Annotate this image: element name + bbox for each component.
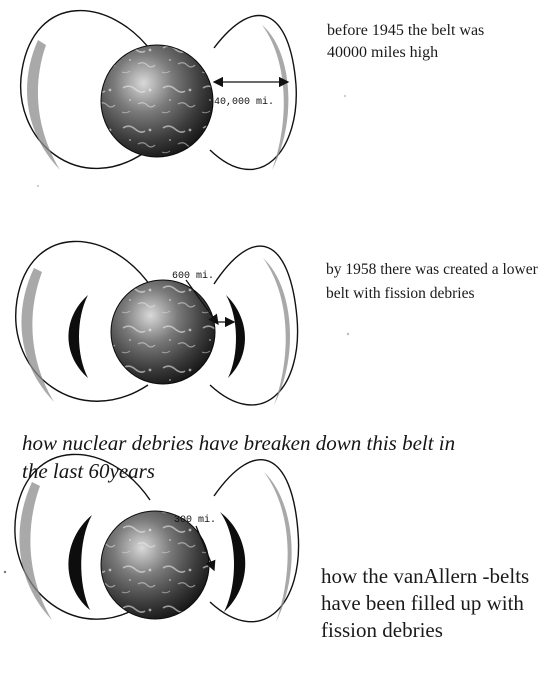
earth-globe-2 [111, 280, 215, 384]
speck [4, 571, 6, 573]
inner-belt-right [220, 512, 245, 612]
panel-2-caption: by 1958 there was created a lower belt with fission debries [326, 261, 538, 302]
inner-belt-left [68, 515, 92, 610]
earth-globe-1 [101, 45, 213, 157]
distance-label-1: 40,000 mi. [214, 97, 275, 108]
speck [347, 333, 349, 335]
section-heading: how nuclear debries have breaken down this belt in the last 60years [22, 431, 456, 483]
inner-belt-right [226, 295, 245, 378]
outer-belt-right [210, 246, 298, 405]
speck [344, 95, 346, 97]
panel-1-caption: before 1945 the belt was 40000 miles high [327, 22, 485, 61]
outer-belt-left-shade [19, 482, 52, 620]
inner-belt-left [69, 295, 89, 378]
panel-3-caption: how the vanAllern -belts have been filled up with fission debries [321, 564, 530, 642]
panel-2-diagram [16, 241, 298, 405]
distance-label-2: 600 mi. [172, 271, 215, 282]
outer-belt-left-shade [27, 40, 60, 170]
speck [37, 185, 39, 187]
outer-belt-right [210, 16, 296, 170]
panel-1-diagram [21, 11, 297, 170]
outer-belt-left-shade [21, 268, 54, 402]
earth-globe-3 [101, 511, 209, 619]
distance-label-3: 300 mi. [174, 515, 217, 526]
outer-belt-right-shade [264, 472, 292, 622]
